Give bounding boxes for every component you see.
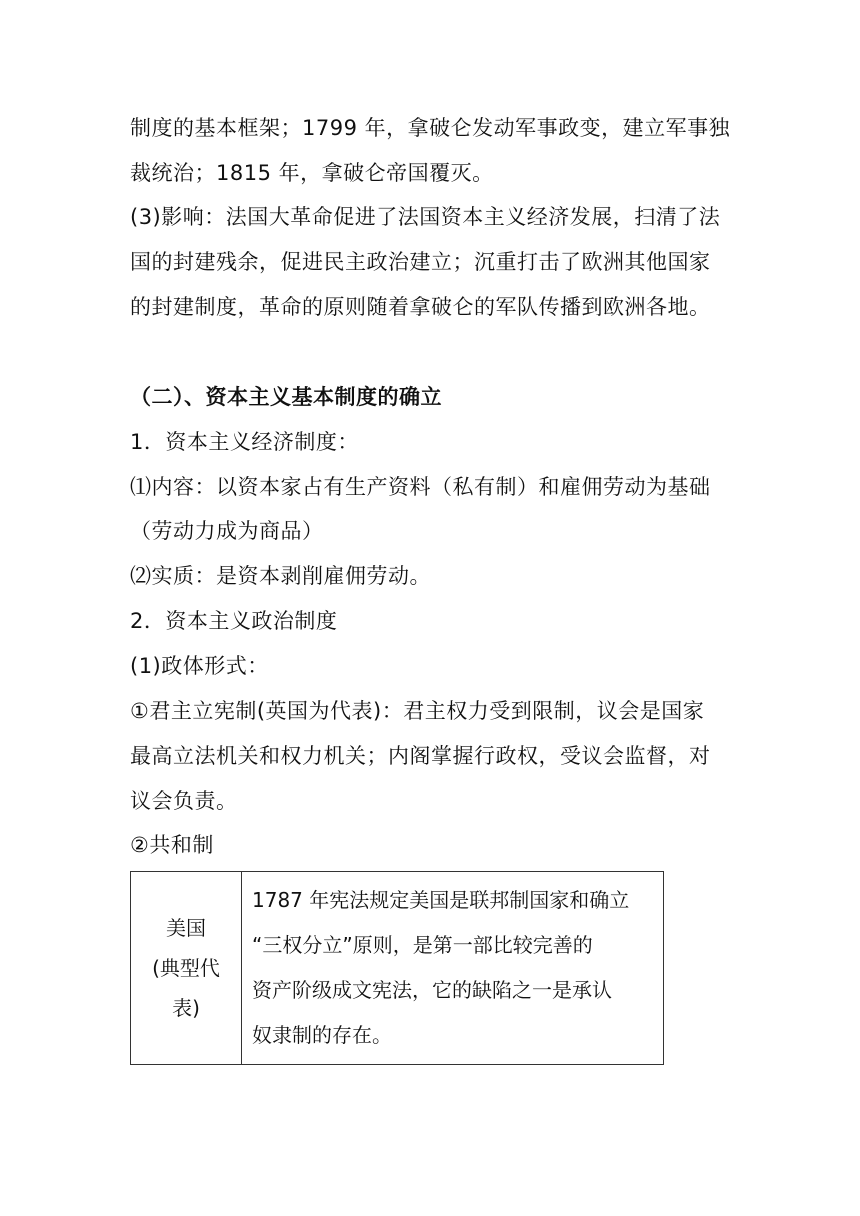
section-heading: （二）、资本主义基本制度的确立 bbox=[130, 385, 442, 409]
paragraph-line: 制度的基本框架；1799 年，拿破仑发动军事政变，建立军事独 bbox=[130, 116, 731, 140]
paragraph-line: ①君主立宪制(英国为代表)：君主权力受到限制，议会是国家 bbox=[130, 699, 705, 723]
item-title: 1．资本主义经济制度： bbox=[130, 430, 359, 454]
paragraph-line: 国的封建残余，促进民主政治建立；沉重打击了欧洲其他国家 bbox=[130, 250, 711, 274]
country-label-note: (典型代 bbox=[152, 956, 220, 980]
item-title: 2．资本主义政治制度 bbox=[130, 609, 338, 633]
country-label: 美国 bbox=[166, 916, 206, 940]
paragraph-line: ⑵实质：是资本剥削雇佣劳动。 bbox=[130, 564, 431, 588]
sub-item-title: (1)政体形式： bbox=[130, 654, 269, 678]
table-row bbox=[131, 872, 664, 1065]
paragraph-line: （劳动力成为商品） bbox=[130, 519, 324, 543]
paragraph-line: (3)影响：法国大革命促进了法国资本主义经济发展，扫清了法 bbox=[130, 205, 721, 229]
republic-table bbox=[130, 871, 664, 1065]
description-line: “三权分立”原则，是第一部比较完善的 bbox=[252, 933, 593, 957]
description-line: 1787 年宪法规定美国是联邦制国家和确立 bbox=[252, 888, 630, 912]
paragraph-line: 的封建制度，革命的原则随着拿破仑的军队传播到欧洲各地。 bbox=[130, 295, 711, 319]
paragraph-line: 议会负责。 bbox=[130, 789, 238, 813]
description-cell bbox=[242, 872, 664, 1065]
paragraph-line: ⑴内容：以资本家占有生产资料（私有制）和雇佣劳动为基础 bbox=[130, 475, 711, 499]
sub-item-title: ②共和制 bbox=[130, 833, 214, 857]
paragraph-line: 裁统治；1815 年，拿破仑帝国覆灭。 bbox=[130, 161, 494, 185]
paragraph-line: 最高立法机关和权力机关；内阁掌握行政权，受议会监督，对 bbox=[130, 744, 711, 768]
description-line: 资产阶级成文宪法，它的缺陷之一是承认 bbox=[252, 978, 612, 1002]
country-label-cell bbox=[131, 872, 242, 1065]
country-label-note: 表) bbox=[172, 996, 200, 1020]
description-line: 奴隶制的存在。 bbox=[252, 1023, 392, 1047]
